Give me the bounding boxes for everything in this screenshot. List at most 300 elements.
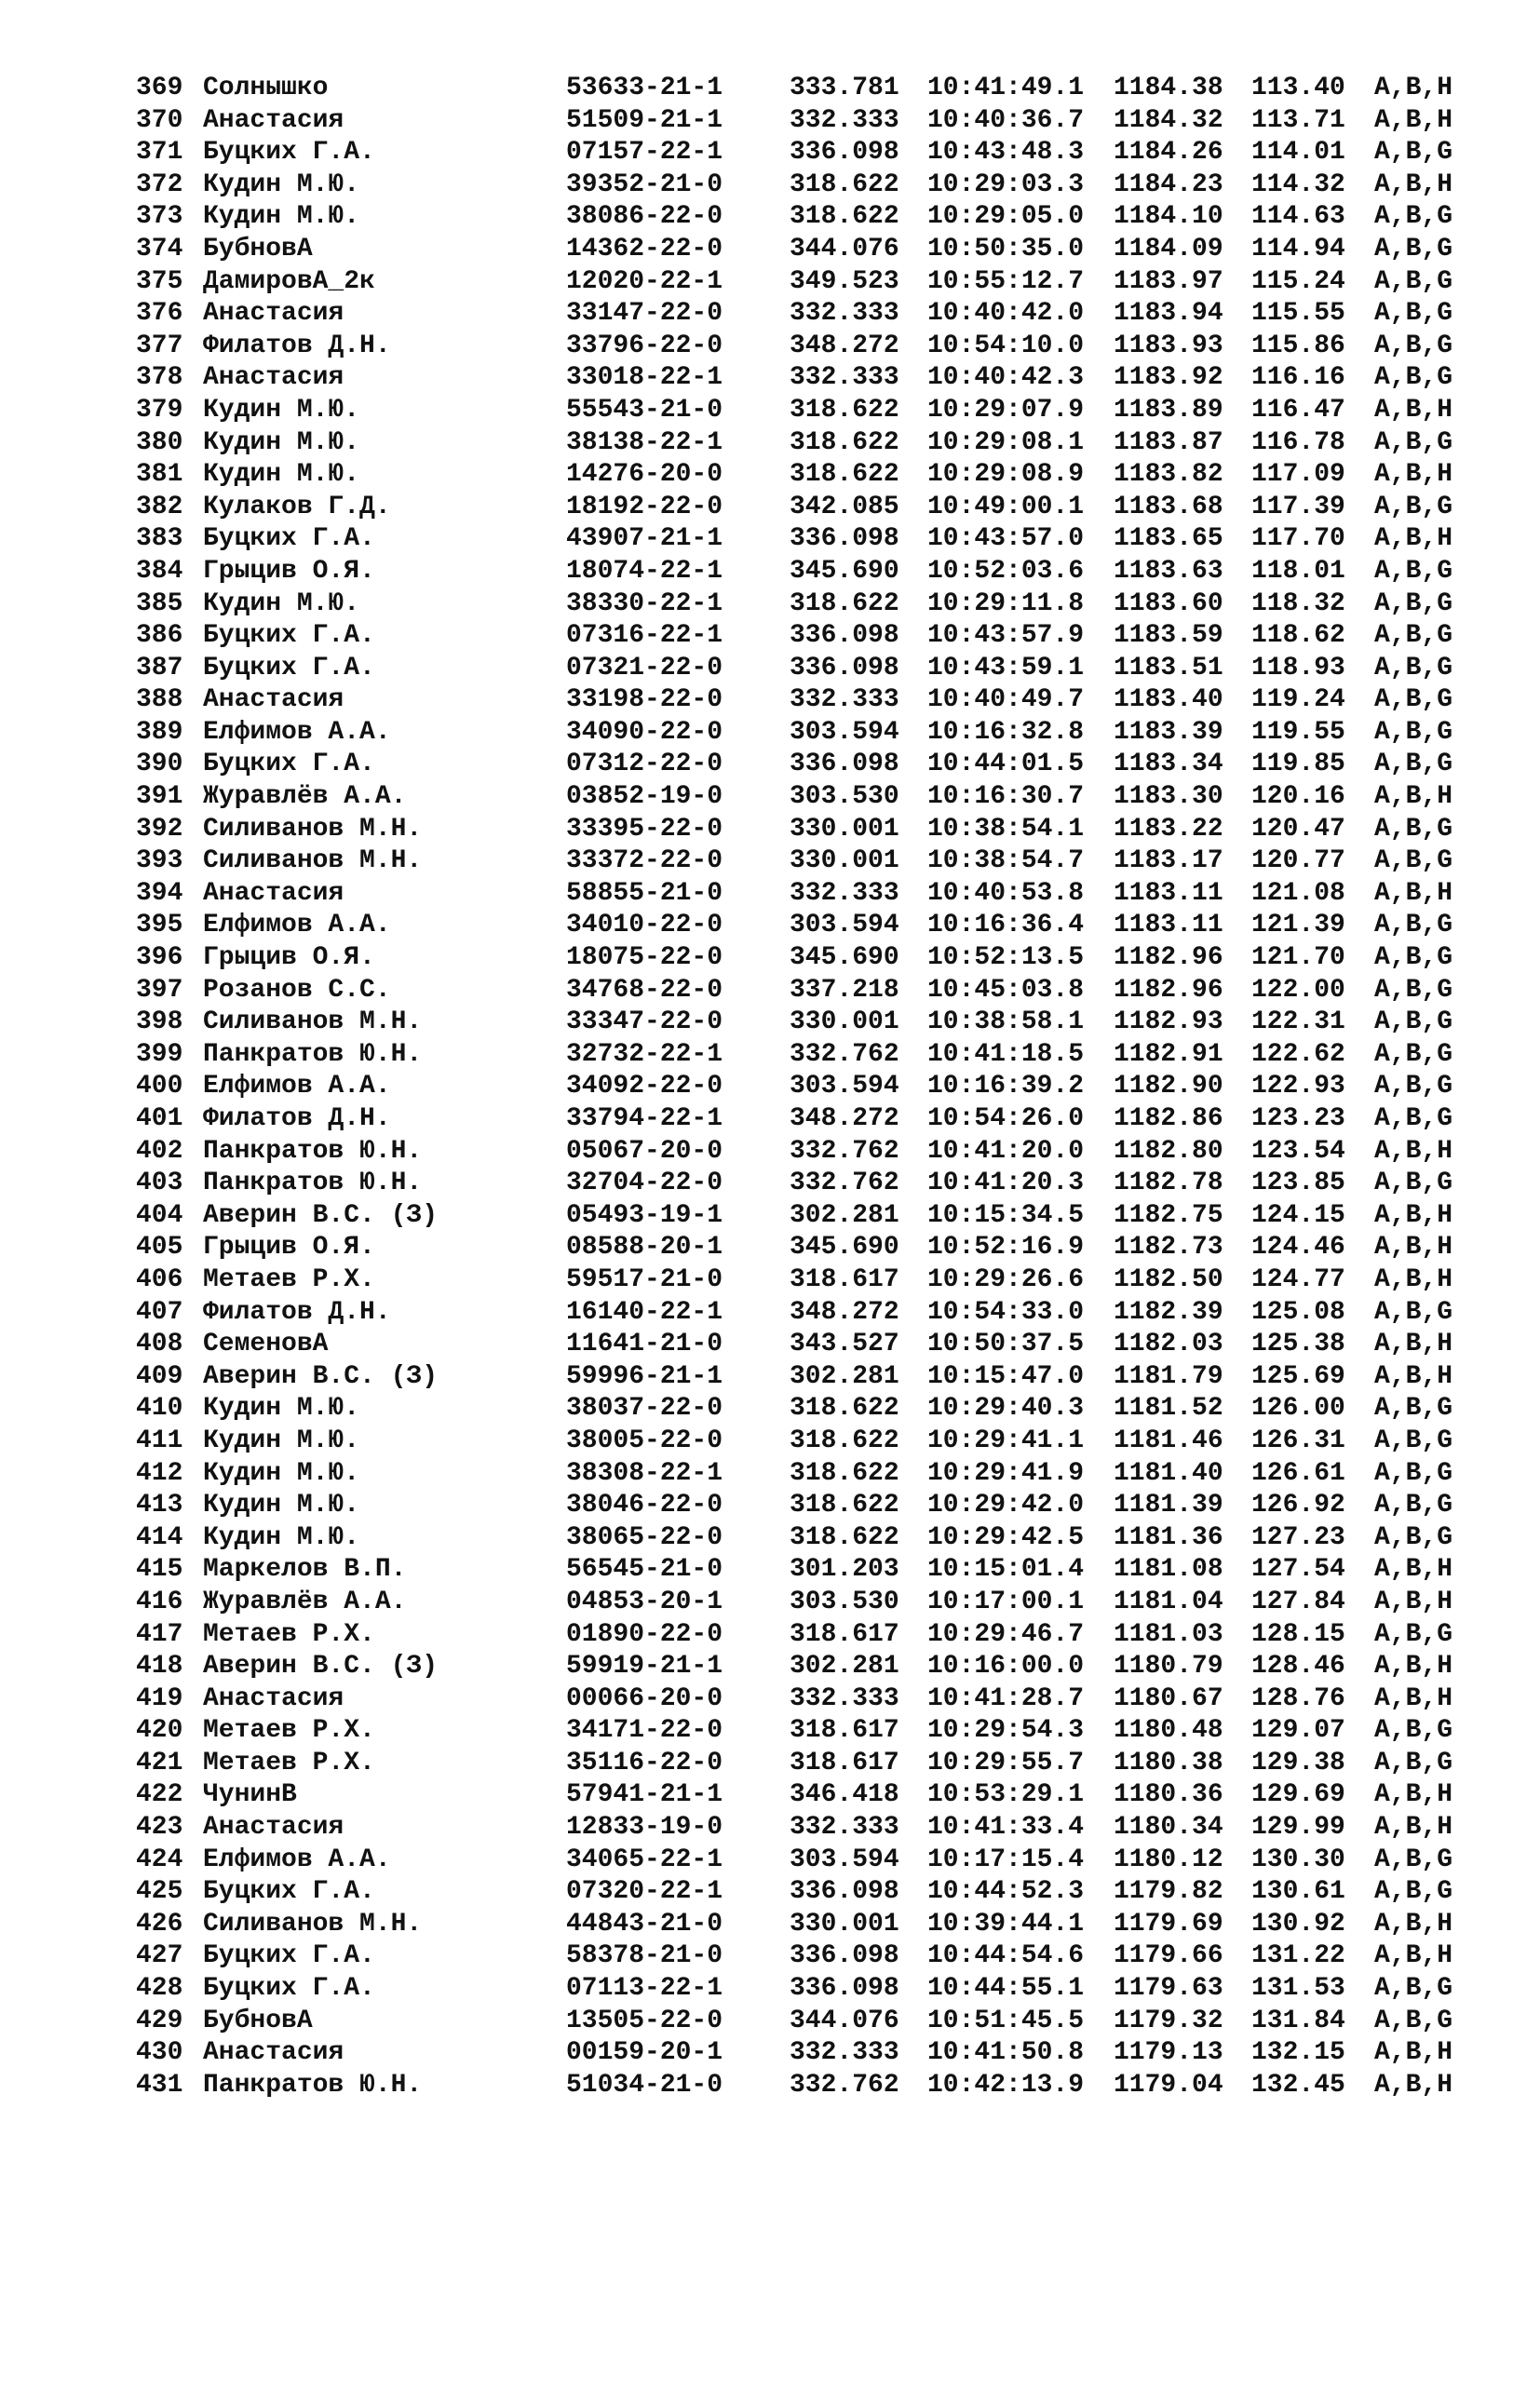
ring-number-cell: 38086-22-0: [566, 202, 723, 232]
table-row: [136, 1619, 1486, 1652]
category-flags-cell: A,B,G: [1374, 1169, 1453, 1198]
arrival-time-cell: 10:38:54.7: [927, 846, 1085, 876]
coefficient-cell: 122.00: [1251, 975, 1345, 1005]
distance-cell: 346.418: [790, 1780, 899, 1810]
speed-cell: 1181.52: [1114, 1394, 1223, 1424]
arrival-time-cell: 10:55:12.7: [927, 266, 1085, 296]
place-cell: 402: [136, 1136, 183, 1166]
owner-name-cell: Силиванов М.Н.: [203, 814, 423, 844]
coefficient-cell: 122.62: [1251, 1039, 1345, 1069]
owner-name-cell: Журавлёв А.А.: [203, 782, 407, 812]
speed-cell: 1182.73: [1114, 1233, 1223, 1263]
category-flags-cell: A,B,H: [1374, 1136, 1453, 1166]
owner-name-cell: Розанов С.С.: [203, 975, 391, 1005]
coefficient-cell: 126.31: [1251, 1426, 1345, 1455]
place-cell: 390: [136, 750, 183, 779]
place-cell: 410: [136, 1394, 183, 1424]
arrival-time-cell: 10:16:32.8: [927, 717, 1085, 747]
place-cell: 406: [136, 1264, 183, 1294]
speed-cell: 1183.68: [1114, 492, 1223, 521]
arrival-time-cell: 10:43:57.9: [927, 621, 1085, 651]
distance-cell: 332.333: [790, 685, 899, 715]
coefficient-cell: 125.38: [1251, 1330, 1345, 1359]
distance-cell: 345.690: [790, 556, 899, 586]
owner-name-cell: Елфимов А.А.: [203, 717, 391, 747]
place-cell: 385: [136, 588, 183, 618]
table-row: [136, 73, 1486, 105]
category-flags-cell: A,B,G: [1374, 1039, 1453, 1069]
table-row: [136, 910, 1486, 942]
distance-cell: 318.617: [790, 1619, 899, 1649]
arrival-time-cell: 10:16:39.2: [927, 1072, 1085, 1101]
category-flags-cell: A,B,G: [1374, 1716, 1453, 1746]
category-flags-cell: A,B,G: [1374, 299, 1453, 329]
coefficient-cell: 117.39: [1251, 492, 1345, 521]
ring-number-cell: 33347-22-0: [566, 1007, 723, 1037]
place-cell: 398: [136, 1007, 183, 1037]
distance-cell: 332.333: [790, 1683, 899, 1713]
speed-cell: 1184.38: [1114, 74, 1223, 102]
distance-cell: 349.523: [790, 266, 899, 296]
ring-number-cell: 39352-21-0: [566, 169, 723, 199]
speed-cell: 1184.10: [1114, 202, 1223, 232]
distance-cell: 332.333: [790, 105, 899, 135]
place-cell: 412: [136, 1458, 183, 1488]
owner-name-cell: Анастасия: [203, 878, 344, 908]
arrival-time-cell: 10:44:52.3: [927, 1877, 1085, 1907]
table-row: [136, 942, 1486, 975]
table-row: [136, 523, 1486, 556]
table-row: [136, 1683, 1486, 1716]
owner-name-cell: Анастасия: [203, 105, 344, 135]
place-cell: 403: [136, 1169, 183, 1198]
owner-name-cell: Аверин В.С. (З): [203, 1652, 439, 1682]
owner-name-cell: Силиванов М.Н.: [203, 1007, 423, 1037]
owner-name-cell: Панкратов Ю.Н.: [203, 1169, 423, 1198]
place-cell: 396: [136, 943, 183, 973]
distance-cell: 318.622: [790, 202, 899, 232]
coefficient-cell: 116.16: [1251, 363, 1345, 393]
arrival-time-cell: 10:29:40.3: [927, 1394, 1085, 1424]
arrival-time-cell: 10:16:00.0: [927, 1652, 1085, 1682]
distance-cell: 344.076: [790, 234, 899, 264]
category-flags-cell: A,B,G: [1374, 1877, 1453, 1907]
owner-name-cell: Маркелов В.П.: [203, 1555, 407, 1585]
speed-cell: 1180.36: [1114, 1780, 1223, 1810]
arrival-time-cell: 10:40:49.7: [927, 685, 1085, 715]
owner-name-cell: Метаев Р.Х.: [203, 1619, 375, 1649]
distance-cell: 318.622: [790, 169, 899, 199]
table-row: [136, 1361, 1486, 1394]
speed-cell: 1182.03: [1114, 1330, 1223, 1359]
owner-name-cell: Журавлёв А.А.: [203, 1587, 407, 1616]
place-cell: 419: [136, 1683, 183, 1713]
speed-cell: 1181.03: [1114, 1619, 1223, 1649]
place-cell: 389: [136, 717, 183, 747]
coefficient-cell: 127.23: [1251, 1522, 1345, 1552]
coefficient-cell: 121.39: [1251, 911, 1345, 940]
speed-cell: 1182.90: [1114, 1072, 1223, 1101]
table-row: [136, 105, 1486, 138]
ring-number-cell: 38308-22-1: [566, 1458, 723, 1488]
speed-cell: 1179.32: [1114, 2006, 1223, 2035]
arrival-time-cell: 10:15:01.4: [927, 1555, 1085, 1585]
distance-cell: 332.333: [790, 363, 899, 393]
ring-number-cell: 34065-22-1: [566, 1845, 723, 1874]
arrival-time-cell: 10:44:55.1: [927, 1974, 1085, 2004]
distance-cell: 332.762: [790, 2070, 899, 2100]
speed-cell: 1181.39: [1114, 1491, 1223, 1520]
owner-name-cell: СеменовА: [203, 1330, 329, 1359]
ring-number-cell: 00159-20-1: [566, 2038, 723, 2068]
category-flags-cell: A,B,H: [1374, 395, 1453, 425]
table-row: [136, 1007, 1486, 1039]
owner-name-cell: Анастасия: [203, 1683, 344, 1713]
distance-cell: 348.272: [790, 1297, 899, 1327]
speed-cell: 1182.80: [1114, 1136, 1223, 1166]
ring-number-cell: 38005-22-0: [566, 1426, 723, 1455]
place-cell: 414: [136, 1522, 183, 1552]
place-cell: 381: [136, 460, 183, 490]
owner-name-cell: Елфимов А.А.: [203, 911, 391, 940]
ring-number-cell: 34768-22-0: [566, 975, 723, 1005]
category-flags-cell: A,B,G: [1374, 943, 1453, 973]
table-row: [136, 814, 1486, 846]
ring-number-cell: 32732-22-1: [566, 1039, 723, 1069]
owner-name-cell: Кудин М.Ю.: [203, 1522, 360, 1552]
arrival-time-cell: 10:29:42.0: [927, 1491, 1085, 1520]
place-cell: 393: [136, 846, 183, 876]
coefficient-cell: 131.84: [1251, 2006, 1345, 2035]
category-flags-cell: A,B,H: [1374, 1683, 1453, 1713]
ring-number-cell: 34171-22-0: [566, 1716, 723, 1746]
coefficient-cell: 131.53: [1251, 1974, 1345, 2004]
coefficient-cell: 126.00: [1251, 1394, 1345, 1424]
distance-cell: 348.272: [790, 1104, 899, 1133]
owner-name-cell: Анастасия: [203, 2038, 344, 2068]
coefficient-cell: 124.46: [1251, 1233, 1345, 1263]
category-flags-cell: A,B,H: [1374, 1813, 1453, 1843]
speed-cell: 1180.38: [1114, 1748, 1223, 1777]
category-flags-cell: A,B,H: [1374, 1233, 1453, 1263]
distance-cell: 343.527: [790, 1330, 899, 1359]
category-flags-cell: A,B,H: [1374, 1780, 1453, 1810]
category-flags-cell: A,B,G: [1374, 363, 1453, 393]
place-cell: 429: [136, 2006, 183, 2035]
category-flags-cell: A,B,G: [1374, 621, 1453, 651]
table-row: [136, 427, 1486, 460]
distance-cell: 318.617: [790, 1264, 899, 1294]
owner-name-cell: Кудин М.Ю.: [203, 460, 360, 490]
arrival-time-cell: 10:41:33.4: [927, 1813, 1085, 1843]
category-flags-cell: A,B,H: [1374, 169, 1453, 199]
arrival-time-cell: 10:41:18.5: [927, 1039, 1085, 1069]
category-flags-cell: A,B,G: [1374, 234, 1453, 264]
speed-cell: 1183.65: [1114, 524, 1223, 554]
owner-name-cell: Кудин М.Ю.: [203, 1426, 360, 1455]
owner-name-cell: Буцких Г.А.: [203, 653, 375, 682]
distance-cell: 348.272: [790, 331, 899, 360]
coefficient-cell: 118.01: [1251, 556, 1345, 586]
speed-cell: 1184.26: [1114, 138, 1223, 168]
speed-cell: 1180.34: [1114, 1813, 1223, 1843]
table-row: [136, 137, 1486, 169]
distance-cell: 318.622: [790, 1394, 899, 1424]
place-cell: 372: [136, 169, 183, 199]
ring-number-cell: 34092-22-0: [566, 1072, 723, 1101]
table-row: [136, 975, 1486, 1007]
speed-cell: 1183.11: [1114, 878, 1223, 908]
table-row: [136, 1264, 1486, 1297]
owner-name-cell: Силиванов М.Н.: [203, 846, 423, 876]
category-flags-cell: A,B,G: [1374, 1104, 1453, 1133]
arrival-time-cell: 10:29:07.9: [927, 395, 1085, 425]
speed-cell: 1184.09: [1114, 234, 1223, 264]
place-cell: 391: [136, 782, 183, 812]
place-cell: 383: [136, 524, 183, 554]
place-cell: 430: [136, 2038, 183, 2068]
coefficient-cell: 120.16: [1251, 782, 1345, 812]
ring-number-cell: 51034-21-0: [566, 2070, 723, 2100]
coefficient-cell: 127.54: [1251, 1555, 1345, 1585]
table-row: [136, 1812, 1486, 1845]
owner-name-cell: Кудин М.Ю.: [203, 202, 360, 232]
owner-name-cell: ЧунинВ: [203, 1780, 297, 1810]
speed-cell: 1183.92: [1114, 363, 1223, 393]
category-flags-cell: A,B,G: [1374, 685, 1453, 715]
category-flags-cell: A,B,G: [1374, 266, 1453, 296]
distance-cell: 303.530: [790, 1587, 899, 1616]
coefficient-cell: 129.69: [1251, 1780, 1345, 1810]
owner-name-cell: Кудин М.Ю.: [203, 588, 360, 618]
category-flags-cell: A,B,G: [1374, 846, 1453, 876]
ring-number-cell: 11641-21-0: [566, 1330, 723, 1359]
category-flags-cell: A,B,H: [1374, 878, 1453, 908]
owner-name-cell: ДамировА_2к: [203, 266, 375, 296]
table-row: [136, 298, 1486, 331]
arrival-time-cell: 10:40:42.0: [927, 299, 1085, 329]
arrival-time-cell: 10:41:50.8: [927, 2038, 1085, 2068]
owner-name-cell: Метаев Р.Х.: [203, 1264, 375, 1294]
arrival-time-cell: 10:40:53.8: [927, 878, 1085, 908]
coefficient-cell: 120.77: [1251, 846, 1345, 876]
coefficient-cell: 124.77: [1251, 1264, 1345, 1294]
place-cell: 384: [136, 556, 183, 586]
table-row: [136, 169, 1486, 202]
speed-cell: 1180.67: [1114, 1683, 1223, 1713]
category-flags-cell: A,B,H: [1374, 460, 1453, 490]
ring-number-cell: 16140-22-1: [566, 1297, 723, 1327]
table-row: [136, 1426, 1486, 1458]
distance-cell: 332.333: [790, 1813, 899, 1843]
category-flags-cell: A,B,G: [1374, 814, 1453, 844]
coefficient-cell: 131.22: [1251, 1941, 1345, 1971]
distance-cell: 336.098: [790, 524, 899, 554]
distance-cell: 336.098: [790, 621, 899, 651]
table-row: [136, 1715, 1486, 1748]
arrival-time-cell: 10:45:03.8: [927, 975, 1085, 1005]
ring-number-cell: 38065-22-0: [566, 1522, 723, 1552]
table-row: [136, 1071, 1486, 1103]
owner-name-cell: Буцких Г.А.: [203, 621, 375, 651]
distance-cell: 318.622: [790, 1426, 899, 1455]
arrival-time-cell: 10:15:34.5: [927, 1200, 1085, 1230]
place-cell: 369: [136, 74, 183, 102]
distance-cell: 336.098: [790, 1877, 899, 1907]
coefficient-cell: 132.45: [1251, 2070, 1345, 2100]
category-flags-cell: A,B,H: [1374, 1909, 1453, 1939]
arrival-time-cell: 10:44:01.5: [927, 750, 1085, 779]
arrival-time-cell: 10:29:03.3: [927, 169, 1085, 199]
owner-name-cell: Буцких Г.А.: [203, 138, 375, 168]
table-row: [136, 331, 1486, 363]
distance-cell: 302.281: [790, 1652, 899, 1682]
table-row: [136, 1490, 1486, 1522]
table-row: [136, 1329, 1486, 1361]
place-cell: 400: [136, 1072, 183, 1101]
place-cell: 424: [136, 1845, 183, 1874]
owner-name-cell: Грыцив О.Я.: [203, 943, 375, 973]
coefficient-cell: 126.92: [1251, 1491, 1345, 1520]
table-row: [136, 266, 1486, 299]
coefficient-cell: 126.61: [1251, 1458, 1345, 1488]
table-row: [136, 1876, 1486, 1909]
arrival-time-cell: 10:29:55.7: [927, 1748, 1085, 1777]
arrival-time-cell: 10:41:49.1: [927, 74, 1085, 102]
coefficient-cell: 116.78: [1251, 427, 1345, 457]
arrival-time-cell: 10:51:45.5: [927, 2006, 1085, 2035]
distance-cell: 318.622: [790, 427, 899, 457]
arrival-time-cell: 10:38:54.1: [927, 814, 1085, 844]
coefficient-cell: 129.38: [1251, 1748, 1345, 1777]
place-cell: 401: [136, 1104, 183, 1133]
arrival-time-cell: 10:16:30.7: [927, 782, 1085, 812]
coefficient-cell: 118.32: [1251, 588, 1345, 618]
ring-number-cell: 07321-22-0: [566, 653, 723, 682]
category-flags-cell: A,B,G: [1374, 1458, 1453, 1488]
arrival-time-cell: 10:40:36.7: [927, 105, 1085, 135]
speed-cell: 1184.23: [1114, 169, 1223, 199]
ring-number-cell: 18192-22-0: [566, 492, 723, 521]
place-cell: 423: [136, 1813, 183, 1843]
coefficient-cell: 114.32: [1251, 169, 1345, 199]
category-flags-cell: A,B,G: [1374, 653, 1453, 682]
ring-number-cell: 05067-20-0: [566, 1136, 723, 1166]
place-cell: 428: [136, 1974, 183, 2004]
table-row: [136, 620, 1486, 653]
table-row: [136, 1136, 1486, 1169]
arrival-time-cell: 10:49:00.1: [927, 492, 1085, 521]
table-row: [136, 878, 1486, 911]
table-row: [136, 1940, 1486, 1973]
ring-number-cell: 33395-22-0: [566, 814, 723, 844]
speed-cell: 1181.40: [1114, 1458, 1223, 1488]
distance-cell: 332.762: [790, 1136, 899, 1166]
coefficient-cell: 113.40: [1251, 74, 1345, 102]
category-flags-cell: A,B,H: [1374, 2070, 1453, 2100]
owner-name-cell: Панкратов Ю.Н.: [203, 1039, 423, 1069]
table-row: [136, 1168, 1486, 1200]
owner-name-cell: Аверин В.С. (З): [203, 1361, 439, 1391]
arrival-time-cell: 10:29:26.6: [927, 1264, 1085, 1294]
category-flags-cell: A,B,H: [1374, 1264, 1453, 1294]
arrival-time-cell: 10:54:33.0: [927, 1297, 1085, 1327]
table-row: [136, 845, 1486, 878]
table-row: [136, 1200, 1486, 1233]
table-row: [136, 234, 1486, 266]
owner-name-cell: Анастасия: [203, 299, 344, 329]
owner-name-cell: Анастасия: [203, 685, 344, 715]
coefficient-cell: 117.70: [1251, 524, 1345, 554]
owner-name-cell: Филатов Д.Н.: [203, 1297, 391, 1327]
table-row: [136, 1554, 1486, 1587]
table-row: [136, 395, 1486, 427]
distance-cell: 318.622: [790, 588, 899, 618]
table-row: [136, 1845, 1486, 1877]
distance-cell: 301.203: [790, 1555, 899, 1585]
distance-cell: 337.218: [790, 975, 899, 1005]
arrival-time-cell: 10:52:13.5: [927, 943, 1085, 973]
place-cell: 392: [136, 814, 183, 844]
ring-number-cell: 32704-22-0: [566, 1169, 723, 1198]
coefficient-cell: 130.92: [1251, 1909, 1345, 1939]
category-flags-cell: A,B,G: [1374, 2006, 1453, 2035]
ring-number-cell: 03852-19-0: [566, 782, 723, 812]
place-cell: 417: [136, 1619, 183, 1649]
owner-name-cell: Аверин В.С. (З): [203, 1200, 439, 1230]
owner-name-cell: Анастасия: [203, 363, 344, 393]
owner-name-cell: Грыцив О.Я.: [203, 556, 375, 586]
speed-cell: 1183.30: [1114, 782, 1223, 812]
ring-number-cell: 33796-22-0: [566, 331, 723, 360]
ring-number-cell: 07113-22-1: [566, 1974, 723, 2004]
arrival-time-cell: 10:38:58.1: [927, 1007, 1085, 1037]
category-flags-cell: A,B,G: [1374, 717, 1453, 747]
ring-number-cell: 38046-22-0: [566, 1491, 723, 1520]
arrival-time-cell: 10:43:48.3: [927, 138, 1085, 168]
speed-cell: 1182.93: [1114, 1007, 1223, 1037]
category-flags-cell: A,B,G: [1374, 1845, 1453, 1874]
place-cell: 407: [136, 1297, 183, 1327]
distance-cell: 330.001: [790, 814, 899, 844]
place-cell: 397: [136, 975, 183, 1005]
speed-cell: 1183.94: [1114, 299, 1223, 329]
place-cell: 377: [136, 331, 183, 360]
place-cell: 431: [136, 2070, 183, 2100]
ring-number-cell: 58855-21-0: [566, 878, 723, 908]
ring-number-cell: 07157-22-1: [566, 138, 723, 168]
coefficient-cell: 114.01: [1251, 138, 1345, 168]
category-flags-cell: A,B,H: [1374, 1200, 1453, 1230]
table-row: [136, 1748, 1486, 1780]
category-flags-cell: A,B,G: [1374, 975, 1453, 1005]
speed-cell: 1182.50: [1114, 1264, 1223, 1294]
speed-cell: 1181.36: [1114, 1522, 1223, 1552]
place-cell: 413: [136, 1491, 183, 1520]
ring-number-cell: 43907-21-1: [566, 524, 723, 554]
table-row: [136, 362, 1486, 395]
place-cell: 395: [136, 911, 183, 940]
category-flags-cell: A,B,G: [1374, 1072, 1453, 1101]
coefficient-cell: 128.46: [1251, 1652, 1345, 1682]
distance-cell: 318.617: [790, 1748, 899, 1777]
place-cell: 411: [136, 1426, 183, 1455]
table-row: [136, 653, 1486, 685]
speed-cell: 1183.97: [1114, 266, 1223, 296]
ring-number-cell: 14362-22-0: [566, 234, 723, 264]
table-row: [136, 1232, 1486, 1264]
arrival-time-cell: 10:42:13.9: [927, 2070, 1085, 2100]
